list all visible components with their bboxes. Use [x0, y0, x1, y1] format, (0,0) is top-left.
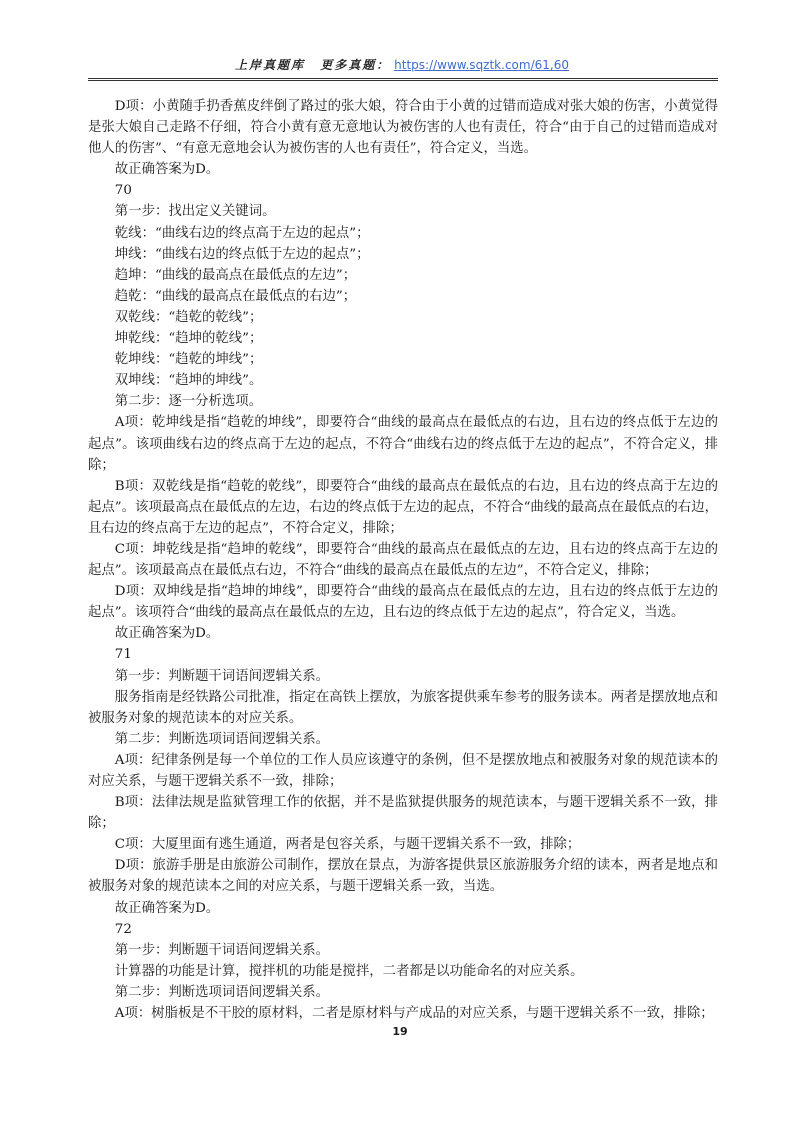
paragraph: 第二步：逐一分析选项。	[114, 394, 263, 410]
page-header	[88, 56, 716, 78]
paragraph: D项：旅游手册是由旅游公司制作，摆放在景点，为游客提供景区旅游服务介绍的读本，两者是地点和被服务对象的规范读本之间的对应关系，与题干逻辑关系一致，当选。	[88, 858, 718, 895]
paragraph: 坤线：“曲线右边的终点低于左边的起点”；	[114, 246, 370, 262]
paragraph: 乾线：“曲线右边的终点高于左边的起点”；	[114, 225, 370, 241]
paragraph: 趋乾：“曲线的最高点在最低点的右边”；	[114, 288, 357, 304]
paragraph: 趋坤：“曲线的最高点在最低点的左边”；	[114, 267, 357, 283]
paragraph: 乾坤线：“趋乾的坤线”；	[114, 352, 263, 368]
paragraph: 第二步：判断选项词语间逻辑关系。	[114, 731, 330, 747]
paragraph: 第二步：判断选项词语间逻辑关系。	[114, 984, 330, 1000]
paragraph: 双坤线：“趋坤的坤线”。	[114, 373, 263, 389]
paragraph: 第一步：判断题干词语间逻辑关系。	[114, 668, 330, 684]
paragraph: D项：双坤线是指“趋坤的坤线”，即要符合“曲线的最高点在最低点的左边，且右边的终点低于左边的起点”。该项符合“曲线的最高点在最低点的左边，且右边的终点低于左边的起点”，符合定义，当选。	[88, 584, 718, 621]
paragraph: C项：坤乾线是指“趋坤的乾线”，即要符合“曲线的最高点在最低点的左边，且右边的终点高于左边的起点”。该项最高点在最低点右边，不符合“曲线的最高点在最低点的左边”，不符合定义，排除；	[88, 541, 718, 579]
question-number: 72	[114, 921, 132, 937]
paragraph: 故正确答案为D。	[114, 900, 220, 916]
question-number: 71	[114, 647, 132, 663]
paragraph: 双乾线：“趋乾的乾线”；	[114, 309, 263, 325]
question-number: 70	[114, 183, 132, 199]
header-divider	[88, 78, 718, 81]
page-number: 19	[392, 1025, 408, 1038]
paragraph: 计算器的功能是计算，搅拌机的功能是搅拌，二者都是以功能命名的对应关系。	[114, 963, 584, 979]
more-questions-label: 更多真题：	[320, 58, 391, 72]
paragraph: B项：法律法规是监狱管理工作的依据，并不是监狱提供服务的规范读本，与题干逻辑关系不一致，排除；	[88, 795, 718, 832]
paragraph: 故正确答案为D。	[114, 162, 220, 178]
paragraph: C项：大厦里面有逃生通道，两者是包容关系，与题干逻辑关系不一致，排除；	[114, 837, 581, 853]
paragraph: B项：双乾线是指“趋乾的乾线”，即要符合“曲线的最高点在最低点的右边，且右边的终点高于左边的起点”。该项最高点在最低点的左边，右边的终点低于左边的起点，不符合“曲线的最高点在最低点的右边，且右边的终点高于左边的起点”，不符合定义，排除；	[88, 478, 718, 536]
paragraph: A项：树脂板是不干胶的原材料，二者是原材料与产成品的对应关系，与题干逻辑关系不一致，排除；	[114, 1006, 714, 1022]
paragraph: 坤乾线：“趋坤的乾线”；	[114, 331, 263, 347]
site-url-link[interactable]: https://www.sqztk.com/61,60	[394, 58, 569, 72]
paragraph: A项：乾坤线是指“趋乾的坤线”，即要符合“曲线的最高点在最低点的右边，且右边的终点低于左边的起点”。该项曲线右边的终点高于左边的起点，不符合“曲线右边的终点低于左边的起点”，不符合定义，排除；	[88, 415, 718, 473]
paragraph: 故正确答案为D。	[114, 626, 220, 642]
paragraph: 服务指南是经铁路公司批准，指定在高铁上摆放，为旅客提供乘车参考的服务读本。两者是摆放地点和被服务对象的规范读本的对应关系。	[88, 689, 718, 726]
paragraph: 第一步：判断题干词语间逻辑关系。	[114, 942, 330, 958]
paragraph: A项：纪律条例是每一个单位的工作人员应该遵守的条例，但不是摆放地点和被服务对象的规范读本的对应关系，与题干逻辑关系不一致，排除；	[88, 752, 718, 789]
document-body	[88, 96, 718, 1024]
paragraph: D项：小黄随手扔香蕉皮绊倒了路过的张大娘，符合由于小黄的过错而造成对张大娘的伤害，小黄觉得是张大娘自己走路不仔细，符合小黄有意无意地认为被伤害的人也有责任，符合“由于自己的过错而造成对他人的伤害”、“有意无意地会认为被伤害的人也有责任”，符合定义，当选。	[88, 99, 718, 157]
site-name: 上岸真题库	[235, 58, 306, 72]
paragraph: 第一步：找出定义关键词。	[114, 204, 276, 220]
